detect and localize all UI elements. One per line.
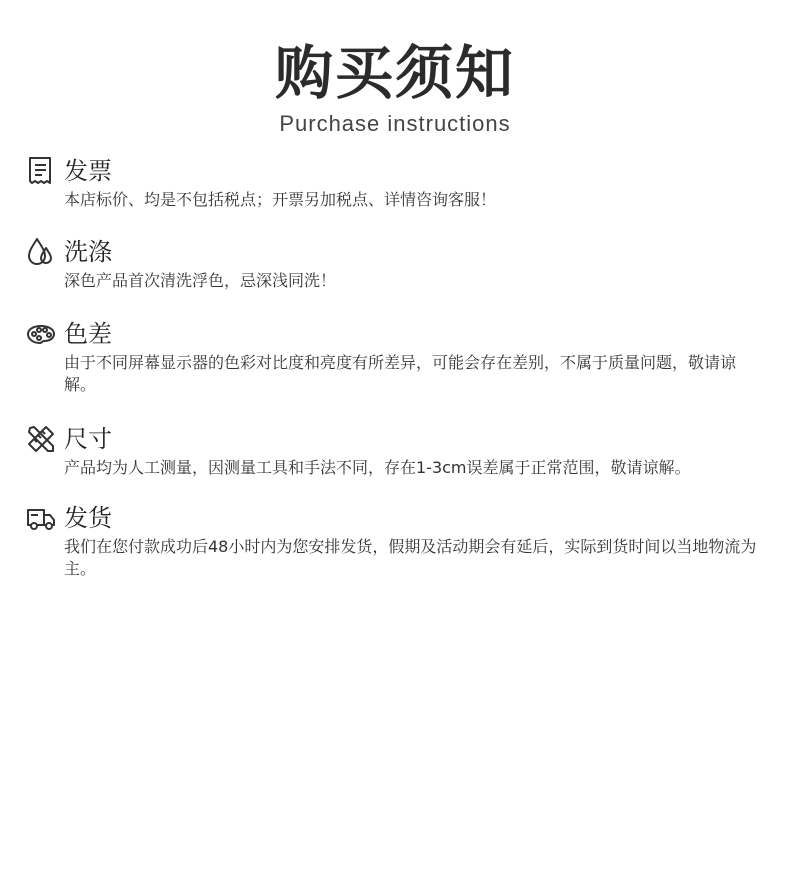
section-title-color-difference: 色差 [64,320,112,348]
ruler-pencil-icon [26,424,56,454]
section-title-size: 尺寸 [64,425,112,453]
section-title-washing: 洗涤 [64,238,112,266]
section-title-shipping: 发货 [64,504,112,532]
receipt-icon [26,156,56,186]
section-text-invoice: 本店标价、均是不包括税点；开票另加税点、详情咨询客服！ [64,190,497,209]
page-title: 购买须知 [274,39,515,107]
section-title-invoice: 发票 [64,157,112,185]
page-subtitle: Purchase instructions [279,111,511,136]
section-text-shipping: 我们在您付款成功后48小时内为您安排发货，假期及活动期会有延后，实际到货时间以当地物流为主。 [64,537,757,578]
water-drops-icon [26,237,56,267]
section-text-washing: 深色产品首次清洗浮色，忌深浅同洗！ [64,271,337,290]
delivery-truck-icon [26,503,56,533]
section-text-color-difference: 由于不同屏幕显示器的色彩对比度和亮度有所差异，可能会存在差别，不属于质量问题，敬请谅解。 [64,353,737,394]
palette-icon [26,319,56,349]
section-text-size: 产品均为人工测量，因测量工具和手法不同，存在1-3cm误差属于正常范围，敬请谅解。 [64,458,691,477]
